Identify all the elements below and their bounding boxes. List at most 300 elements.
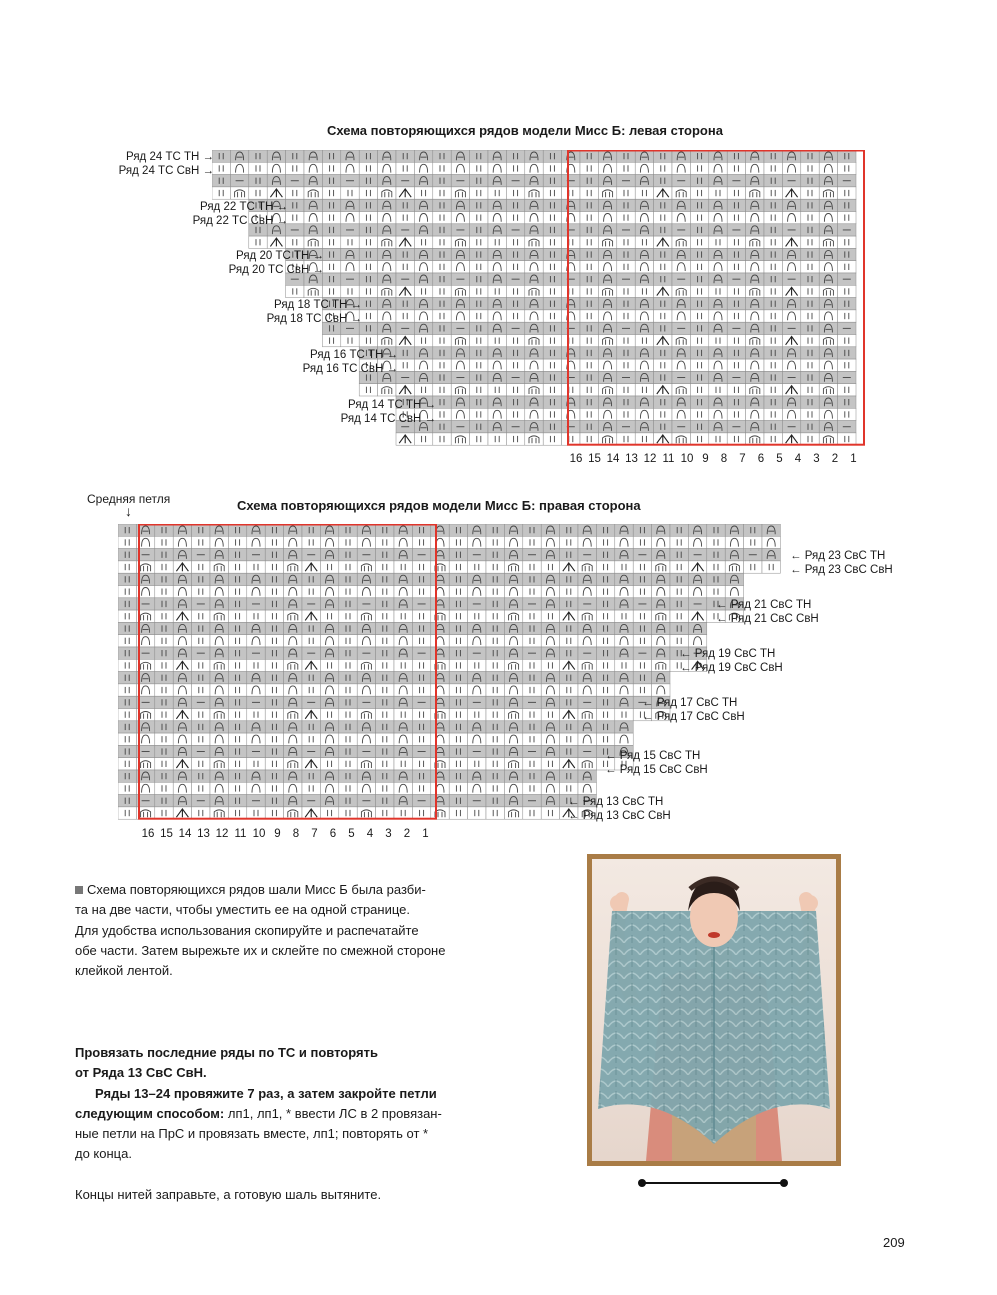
chart-cell [633, 536, 651, 548]
chart-cell [265, 635, 283, 647]
chart-cell [412, 782, 430, 794]
chart-cell [596, 598, 614, 610]
chart-cell [690, 347, 708, 359]
chart-cell [819, 433, 837, 445]
chart-cell [654, 408, 672, 420]
chart-cell [118, 782, 136, 794]
chart-cell [562, 285, 580, 297]
chart-cell [449, 598, 467, 610]
chart-cell [560, 672, 578, 684]
chart-cell [433, 298, 451, 310]
chart-cell [376, 561, 394, 573]
chart-cell [449, 696, 467, 708]
chart-cell [210, 561, 228, 573]
chart-cell [470, 433, 488, 445]
chart-cell [617, 396, 635, 408]
chart-cell [359, 212, 377, 224]
chart-cell [690, 322, 708, 334]
chart-cell [690, 175, 708, 187]
column-number: 4 [794, 453, 802, 465]
chart-cell [504, 807, 522, 819]
chart-cell [228, 709, 246, 721]
chart-cell [247, 807, 265, 819]
chart-cell [376, 795, 394, 807]
chart-cell [506, 150, 524, 162]
chart-cell [192, 561, 210, 573]
chart-cell [635, 335, 653, 347]
chart-cell [431, 561, 449, 573]
chart-cell [322, 199, 340, 211]
chart-cell [210, 758, 228, 770]
chart-cell [764, 236, 782, 248]
chart-cell [652, 561, 670, 573]
chart-cell [690, 384, 708, 396]
chart-cell [412, 610, 430, 622]
chart-cell [118, 647, 136, 659]
chart-cell [617, 298, 635, 310]
chart-cell [654, 322, 672, 334]
chart-cell [654, 396, 672, 408]
chart-cell [562, 187, 580, 199]
row-label: Ряд 14 ТС ТН → [348, 399, 436, 411]
chart-cell [560, 598, 578, 610]
chart-cell [470, 187, 488, 199]
chart-cell [543, 310, 561, 322]
row-label: ← Ряд 13 СвС СвН [568, 810, 671, 822]
row-label: ← Ряд 23 СвС ТН [790, 550, 886, 562]
chart-cell [488, 285, 506, 297]
chart-cell [523, 622, 541, 634]
chart-cell [265, 684, 283, 696]
chart-cell [228, 549, 246, 561]
chart-cell [560, 524, 578, 536]
chart-cell [433, 322, 451, 334]
chart-cell [654, 150, 672, 162]
chart-cell [764, 335, 782, 347]
chart-cell [433, 285, 451, 297]
chart-cell [506, 248, 524, 260]
chart-cell [247, 610, 265, 622]
chart-cell [543, 396, 561, 408]
chart-cell [488, 384, 506, 396]
chart-cell [249, 150, 267, 162]
chart-cell [249, 187, 267, 199]
chart-cell [376, 635, 394, 647]
column-number: 2 [403, 828, 411, 840]
chart-cell [486, 733, 504, 745]
chart-cell [378, 236, 396, 248]
chart-cell [654, 310, 672, 322]
chart-cell [525, 335, 543, 347]
chart-cell [801, 162, 819, 174]
chart-cell [396, 359, 414, 371]
column-number: 9 [274, 828, 281, 840]
chart-cell [470, 212, 488, 224]
chart-cell [414, 236, 432, 248]
chart-cell [265, 573, 283, 585]
chart-cell [525, 384, 543, 396]
chart-cell [819, 384, 837, 396]
chart-cell [412, 573, 430, 585]
column-number: 6 [329, 828, 337, 840]
instr-rows-line-2: лп1, лп1, * ввести ЛС в 2 провязан- [224, 1105, 442, 1121]
chart-cell [486, 672, 504, 684]
chart-cell [596, 684, 614, 696]
chart-cell [580, 273, 598, 285]
chart-cell [228, 647, 246, 659]
chart-cell [709, 285, 727, 297]
chart-cell [762, 561, 780, 573]
chart-cell [468, 709, 486, 721]
row-label: Ряд 22 ТС ТН → [200, 201, 288, 213]
chart-cell [764, 371, 782, 383]
chart-cell [746, 187, 764, 199]
chart-cell [414, 384, 432, 396]
chart-cell [764, 433, 782, 445]
chart-cell [670, 561, 688, 573]
chart-cell [543, 335, 561, 347]
chart-cell [764, 347, 782, 359]
chart-cell [412, 770, 430, 782]
chart-cell [468, 561, 486, 573]
chart-cell [155, 536, 173, 548]
chart-cell [635, 384, 653, 396]
chart-cell [212, 187, 230, 199]
chart-cell [727, 298, 745, 310]
chart-cell [320, 659, 338, 671]
chart-cell [433, 335, 451, 347]
chart-cell [468, 610, 486, 622]
chart-cell [596, 561, 614, 573]
chart-cell [118, 733, 136, 745]
chart-cell [118, 709, 136, 721]
column-number: 12 [215, 828, 229, 840]
chart-cell [690, 273, 708, 285]
chart-cell [414, 335, 432, 347]
instr-rows-line-4: до конца. [75, 1146, 132, 1162]
chart-cell [192, 635, 210, 647]
right-chart-grid [118, 524, 792, 824]
chart-cell [801, 421, 819, 433]
chart-cell [690, 359, 708, 371]
chart-cell [543, 347, 561, 359]
chart-cell [635, 236, 653, 248]
chart-cell [376, 573, 394, 585]
column-number: 3 [813, 453, 820, 465]
chart-cell [228, 745, 246, 757]
chart-cell [838, 150, 856, 162]
chart-cell [580, 433, 598, 445]
chart-cell [118, 524, 136, 536]
chart-cell [580, 421, 598, 433]
chart-cell [118, 586, 136, 598]
chart-cell [486, 684, 504, 696]
chart-cell [801, 396, 819, 408]
chart-cell [690, 261, 708, 273]
chart-cell [488, 187, 506, 199]
chart-cell [284, 709, 302, 721]
chart-cell [690, 162, 708, 174]
row-label: Ряд 24 ТС СвН → [118, 165, 214, 177]
chart-cell [265, 721, 283, 733]
chart-cell [578, 709, 596, 721]
chart-cell [265, 696, 283, 708]
chart-cell [488, 335, 506, 347]
column-number: 7 [739, 453, 746, 465]
chart-cell [506, 285, 524, 297]
chart-cell [286, 150, 304, 162]
column-number: 7 [311, 828, 318, 840]
chart-cell [449, 524, 467, 536]
chart-cell [560, 622, 578, 634]
chart-cell [596, 709, 614, 721]
chart-cell [433, 150, 451, 162]
chart-cell [302, 524, 320, 536]
chart-cell [228, 659, 246, 671]
chart-cell [543, 248, 561, 260]
chart-cell [322, 273, 340, 285]
chart-cell [376, 524, 394, 536]
row-label: Ряд 16 ТС СвН → [302, 363, 398, 375]
chart-cell [633, 586, 651, 598]
chart-cell [486, 524, 504, 536]
chart-cell [155, 586, 173, 598]
chart-cell [118, 561, 136, 573]
chart-cell [838, 212, 856, 224]
chart-cell [560, 745, 578, 757]
chart-cell [801, 298, 819, 310]
chart-cell [376, 672, 394, 684]
column-number: 4 [366, 828, 374, 840]
row-label: Ряд 18 ТС СвН → [266, 313, 362, 325]
chart-cell [690, 298, 708, 310]
chart-cell [192, 684, 210, 696]
chart-cell [412, 684, 430, 696]
column-number: 10 [680, 453, 694, 465]
chart-cell [359, 248, 377, 260]
chart-cell [764, 421, 782, 433]
chart-cell [801, 236, 819, 248]
chart-cell [155, 672, 173, 684]
chart-cell [118, 684, 136, 696]
chart-cell [617, 212, 635, 224]
chart-cell [155, 561, 173, 573]
chart-cell [690, 224, 708, 236]
chart-cell [727, 285, 745, 297]
chart-cell [155, 598, 173, 610]
chart-cell [192, 536, 210, 548]
chart-cell [378, 187, 396, 199]
chart-cell [449, 684, 467, 696]
chart-cell [322, 261, 340, 273]
chart-cell [486, 549, 504, 561]
chart-cell [727, 162, 745, 174]
chart-cell [617, 150, 635, 162]
chart-cell [580, 408, 598, 420]
chart-cell [580, 212, 598, 224]
chart-cell [633, 524, 651, 536]
chart-cell [838, 261, 856, 273]
chart-cell [560, 684, 578, 696]
chart-cell [580, 236, 598, 248]
chart-cell [615, 659, 633, 671]
chart-cell [598, 433, 616, 445]
chart-cell [449, 709, 467, 721]
chart-cell [670, 536, 688, 548]
chart-cell [470, 335, 488, 347]
chart-cell [118, 573, 136, 585]
chart-cell [690, 396, 708, 408]
chart-cell [414, 433, 432, 445]
chart-cell [433, 212, 451, 224]
chart-cell [838, 236, 856, 248]
chart-cell [580, 175, 598, 187]
chart-cell [578, 561, 596, 573]
chart-cell [523, 770, 541, 782]
column-number: 15 [160, 828, 173, 840]
chart-cell [801, 384, 819, 396]
chart-cell [543, 273, 561, 285]
chart-cell [580, 310, 598, 322]
chart-cell [801, 408, 819, 420]
chart-cell [543, 371, 561, 383]
chart-cell [617, 285, 635, 297]
chart-cell [725, 561, 743, 573]
chart-cell [596, 635, 614, 647]
chart-cell [523, 573, 541, 585]
chart-cell [228, 524, 246, 536]
chart-cell [470, 384, 488, 396]
chart-cell [470, 199, 488, 211]
chart-cell [433, 384, 451, 396]
chart-cell [339, 758, 357, 770]
chart-cell [376, 647, 394, 659]
instr-rows-line-2-bold: следующим способом: [75, 1105, 225, 1121]
chart-cell [339, 647, 357, 659]
chart-cell [339, 721, 357, 733]
chart-cell [155, 549, 173, 561]
chart-cell [265, 659, 283, 671]
chart-cell [801, 150, 819, 162]
chart-cell [210, 709, 228, 721]
page-number: 209 [883, 1235, 905, 1250]
chart-cell [617, 347, 635, 359]
chart-cell [468, 807, 486, 819]
chart-cell [412, 622, 430, 634]
column-number: 2 [831, 453, 839, 465]
chart-cell [727, 236, 745, 248]
chart-cell [652, 659, 670, 671]
chart-cell [543, 162, 561, 174]
chart-cell [118, 622, 136, 634]
chart-cell [707, 536, 725, 548]
chart-cell [506, 408, 524, 420]
chart-cell [543, 433, 561, 445]
chart-cell [322, 212, 340, 224]
chart-cell [596, 659, 614, 671]
chart-cell [286, 285, 304, 297]
chart-cell [838, 187, 856, 199]
chart-cell [192, 807, 210, 819]
chart-cell [341, 187, 359, 199]
chart-cell [580, 384, 598, 396]
chart-cell [412, 807, 430, 819]
chart-cell [764, 396, 782, 408]
chart-cell [670, 549, 688, 561]
chart-cell [560, 549, 578, 561]
chart-cell [265, 622, 283, 634]
chart-cell [633, 573, 651, 585]
chart-cell [155, 635, 173, 647]
chart-cell [449, 758, 467, 770]
chart-cell [596, 549, 614, 561]
chart-cell [451, 335, 469, 347]
chart-cell [470, 236, 488, 248]
chart-cell [265, 770, 283, 782]
chart-cell [596, 647, 614, 659]
chart-cell [543, 175, 561, 187]
instructions [75, 1043, 515, 1205]
chart-cell [543, 298, 561, 310]
chart-cell [541, 709, 559, 721]
chart-cell [672, 335, 690, 347]
chart-cell [376, 610, 394, 622]
chart-cell [396, 162, 414, 174]
chart-cell [339, 598, 357, 610]
chart-cell [322, 248, 340, 260]
chart-cell [672, 187, 690, 199]
chart-cell [543, 261, 561, 273]
chart-cell [764, 248, 782, 260]
chart-cell [339, 536, 357, 548]
chart-cell [838, 310, 856, 322]
chart-cell [412, 672, 430, 684]
chart-cell [560, 647, 578, 659]
chart-cell [376, 770, 394, 782]
instr-rows-line-1: Ряды 13–24 провяжите 7 раз, а затем закройте петли [95, 1085, 437, 1101]
chart-cell [596, 586, 614, 598]
note-line: Схема повторяющихся рядов шали Мисс Б была разби- [87, 882, 426, 897]
chart-cell [320, 807, 338, 819]
chart-cell [617, 236, 635, 248]
chart-cell [449, 549, 467, 561]
chart-cell [670, 573, 688, 585]
chart-cell [690, 310, 708, 322]
chart-cell [486, 696, 504, 708]
chart-cell [670, 635, 688, 647]
chart-cell [801, 371, 819, 383]
chart-cell [210, 659, 228, 671]
chart-cell [506, 187, 524, 199]
chart-cell [764, 285, 782, 297]
chart-cell [838, 248, 856, 260]
chart-cell [396, 248, 414, 260]
chart-cell [690, 236, 708, 248]
chart-cell [838, 347, 856, 359]
chart-cell [764, 408, 782, 420]
chart-cell [764, 224, 782, 236]
chart-cell [615, 709, 633, 721]
chart-cell [764, 150, 782, 162]
chart-cell [396, 310, 414, 322]
chart-cell [543, 322, 561, 334]
chart-cell [560, 733, 578, 745]
chart-cell [654, 371, 672, 383]
chart-cell [396, 347, 414, 359]
chart-cell [470, 248, 488, 260]
chart-cell [378, 384, 396, 396]
chart-cell [394, 758, 412, 770]
